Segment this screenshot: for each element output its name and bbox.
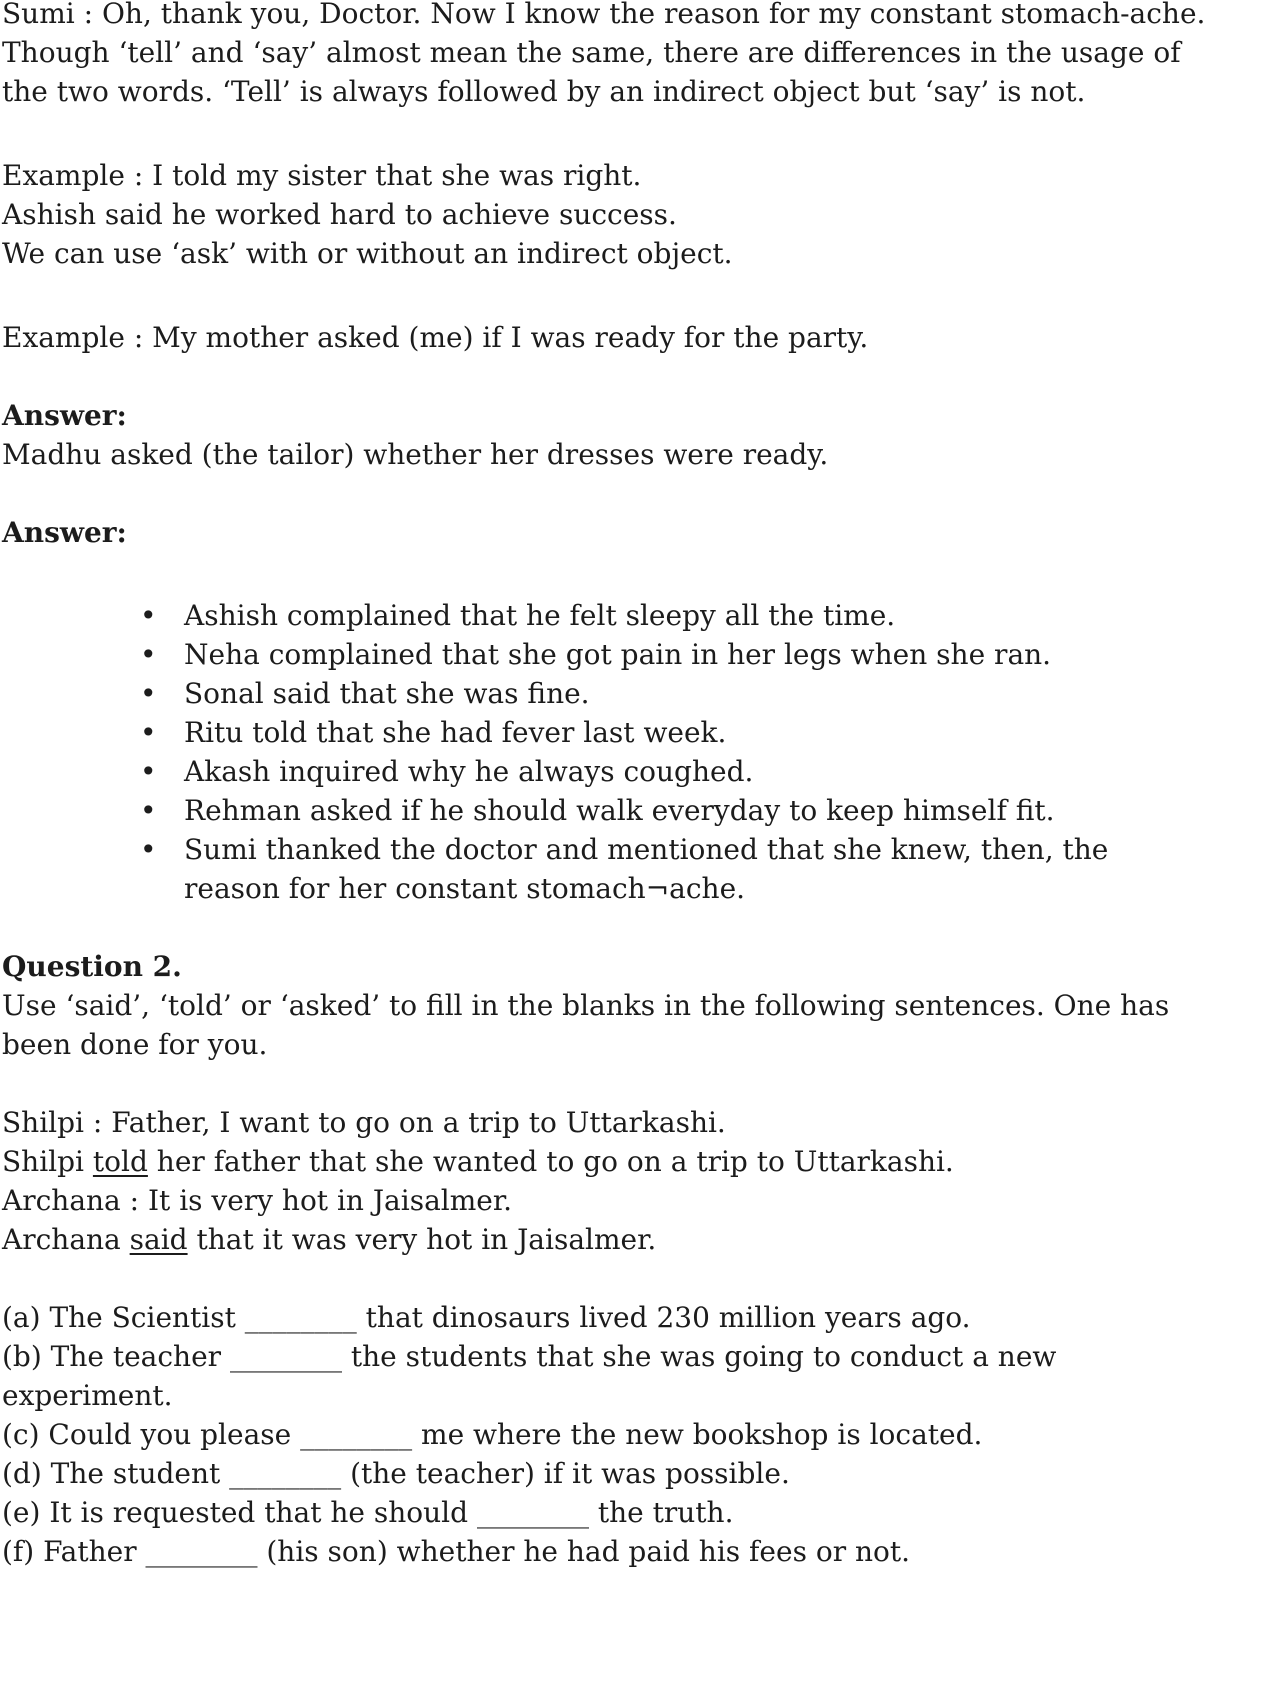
blank-item: (f) Father ________ (his son) whether he had paid his fees or not. (2, 1535, 911, 1568)
spacer (2, 474, 1272, 513)
spacer (2, 111, 1272, 150)
answer-block-1 (2, 396, 1272, 474)
answer-bullet-list (2, 596, 1272, 908)
example-reported: Archana said that it was very hot in Jaisalmer. (2, 1223, 657, 1256)
example-line: We can use ‘ask’ with or without an indirect object. (2, 237, 733, 270)
spacer (2, 1259, 1272, 1298)
example-block-1 (2, 156, 1272, 273)
answer-block-2 (2, 513, 1272, 908)
blank-item: (d) The student ________ (the teacher) if it was possible. (2, 1457, 790, 1490)
list-item-line: • Sumi thanked the doctor and mentioned that she knew, then, the (184, 833, 1109, 866)
intro-line: Though ‘tell’ and ‘say’ almost mean the same, there are differences in the usage of (2, 36, 1181, 69)
blank-item: (c) Could you please ________ me where the new bookshop is located. (2, 1418, 983, 1451)
fill-in-blanks-list (2, 1298, 1272, 1571)
answer-heading: Answer: (2, 399, 127, 432)
example-dialogue: Shilpi : Father, I want to go on a trip to Uttarkashi. (2, 1106, 726, 1139)
answer-text: Madhu asked (the tailor) whether her dresses were ready. (2, 438, 829, 471)
example-answer-word: said (129, 1223, 188, 1256)
list-item: • Ritu told that she had fever last week. (2, 713, 1272, 752)
instruction-line: been done for you. (2, 1028, 268, 1061)
intro-line: the two words. ‘Tell’ is always followed by an indirect object but ‘say’ is not. (2, 75, 1086, 108)
answer-heading: Answer: (2, 516, 127, 549)
document-page (2, 0, 1272, 1571)
intro-line: Sumi : Oh, thank you, Doctor. Now I know the reason for my constant stomach-ache. (2, 0, 1206, 30)
question-heading: Question 2. (2, 950, 182, 983)
spacer (2, 908, 1272, 947)
example-line: Ashish said he worked hard to achieve success. (2, 198, 677, 231)
list-item-line: reason for her constant stomach¬ache. (184, 872, 746, 905)
blank-item: (a) The Scientist ________ that dinosaurs lived 230 million years ago. (2, 1301, 971, 1334)
blank-item: (b) The teacher ________ the students that she was going to conduct a new (2, 1340, 1057, 1373)
list-item: • Neha complained that she got pain in her legs when she ran. (2, 635, 1272, 674)
list-item: • Rehman asked if he should walk everyday to keep himself fit. (2, 791, 1272, 830)
example-line: Example : I told my sister that she was right. (2, 159, 642, 192)
list-item: • Sonal said that she was fine. (2, 674, 1272, 713)
example-dialogue: Archana : It is very hot in Jaisalmer. (2, 1184, 513, 1217)
spacer (2, 273, 1272, 312)
blank-item: experiment. (2, 1379, 173, 1412)
example-2: Example : My mother asked (me) if I was ready for the party. (2, 321, 869, 354)
list-item (2, 830, 1272, 908)
list-item: • Ashish complained that he felt sleepy all the time. (2, 596, 1272, 635)
intro-paragraph (2, 0, 1272, 111)
question-2-block (2, 947, 1272, 1571)
spacer (2, 357, 1272, 396)
example-answer-word: told (92, 1145, 148, 1178)
example-reported: Shilpi told her father that she wanted to go on a trip to Uttarkashi. (2, 1145, 954, 1178)
blank-item: (e) It is requested that he should ________ the truth. (2, 1496, 734, 1529)
spacer (2, 1064, 1272, 1103)
instruction-line: Use ‘said’, ‘told’ or ‘asked’ to fill in the blanks in the following sentences. One has (2, 989, 1170, 1022)
spacer (2, 552, 1272, 591)
list-item: • Akash inquired why he always coughed. (2, 752, 1272, 791)
